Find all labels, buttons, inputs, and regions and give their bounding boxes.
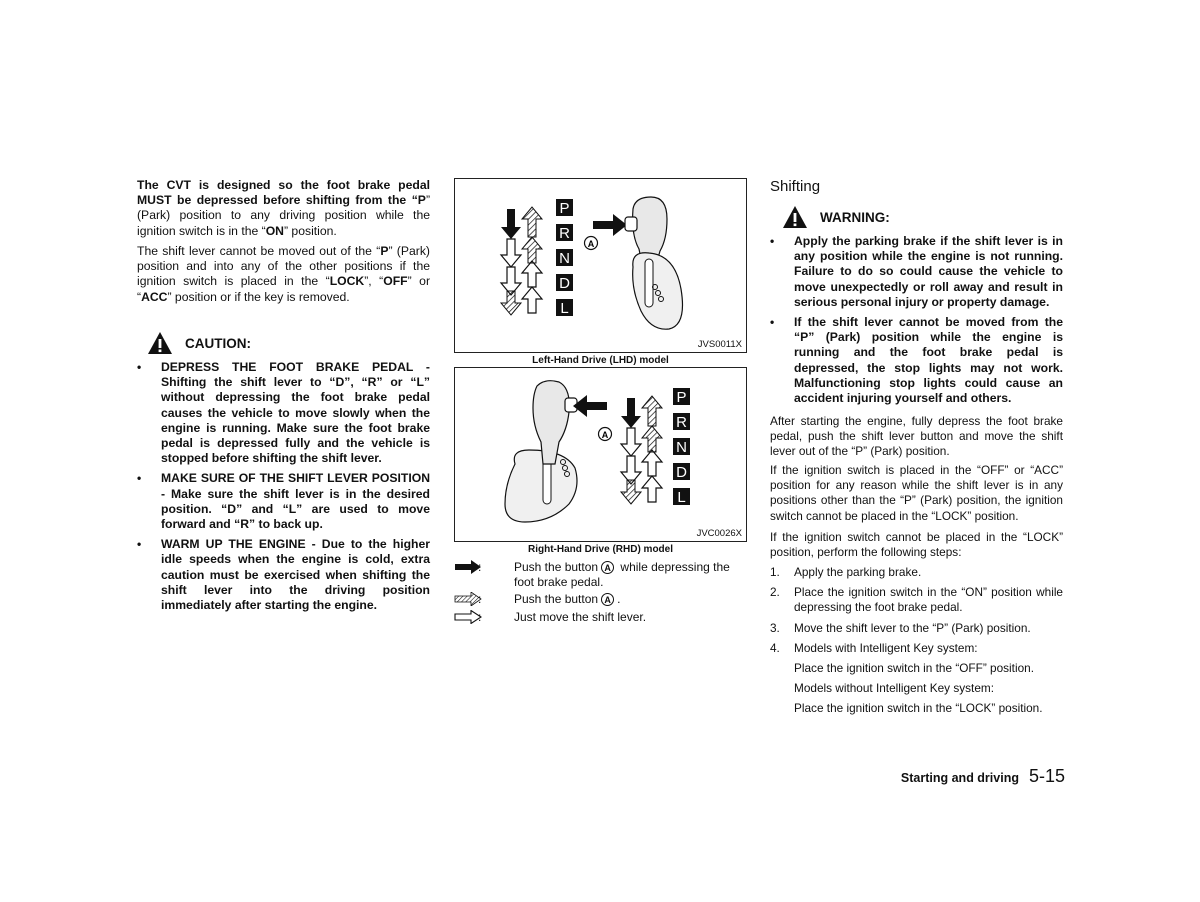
step-item: 1. Apply the parking brake. <box>770 565 922 579</box>
steps-intro: If the ignition switch cannot be placed in the “LOCK” position, perform the following steps: <box>770 530 1063 560</box>
gear-label-n: N <box>559 250 570 267</box>
caution-heading: CAUTION: <box>147 331 251 355</box>
shift-out-of-park-text: After starting the engine, fully depress the foot brake pedal, push the shift lever button and move the shift lever out of the “P” (Park) position. <box>770 414 1063 459</box>
rhd-shift-diagram <box>454 367 747 542</box>
warning-item: • Apply the parking brake if the shift lever is in any position while the engine is not running. Failure to do so could cause the vehicle to move unexpectedly or roll away and result in serious personal injury or property damage. <box>770 234 1063 310</box>
gear-label-d: D <box>676 464 687 481</box>
gear-label-l: L <box>677 489 686 506</box>
svg-text:A: A <box>601 430 609 440</box>
button-a-marker: A <box>601 561 614 574</box>
warning-heading: WARNING: <box>782 205 890 229</box>
rhd-caption: Right-Hand Drive (RHD) model <box>528 544 673 555</box>
step-item: 2. Place the ignition switch in the “ON” position while depressing the foot brake pedal. <box>770 585 1063 615</box>
step-item: 3. Move the shift lever to the “P” (Park) position. <box>770 620 1031 635</box>
ignition-lock-text: If the ignition switch is placed in the “OFF” or “ACC” position for any reason while the shift lever is in any positions other than the “P” (Park) position, the ignition switch cannot be placed in the “LOCK” position. <box>770 463 1063 523</box>
gear-label-p: P <box>676 389 687 406</box>
shift-lock-note: The shift lever cannot be moved out of the “P” (Park) position and into any of the other positions if the ignition switch is placed in the “LOCK”, “OFF” or “ACC” position or if the key is removed. <box>137 244 431 304</box>
step-sub-line: Place the ignition switch in the “LOCK” position. <box>794 701 1043 716</box>
section-heading: Shifting <box>770 178 821 195</box>
page-number: 5-15 <box>1028 766 1065 786</box>
step-sub-line: Place the ignition switch in the “OFF” position. <box>794 661 1034 676</box>
step-item: 4. Models with Intelligent Key system: <box>770 640 978 655</box>
gear-label-r: R <box>676 414 687 431</box>
warning-triangle-icon <box>782 205 808 229</box>
figure-code: JVC0026X <box>696 528 742 539</box>
warning-item: • If the shift lever cannot be moved from the “P” (Park) position while the engine is running and the foot brake pedal is depressed, the stop lights may not work. Malfunctioning stop lights could cause an accident injuring yourself and others. <box>770 315 1063 406</box>
caution-item: • DEPRESS THE FOOT BRAKE PEDAL - Shifting the shift lever to “D”, “R” or “L” without depressing the foot brake pedal causes the vehicle to move slowly when the engine is running. Make sure the foot brake pedal is depressed fully and the vehicle is stopped before shifting the shift lever. <box>137 360 430 466</box>
page-footer <box>870 766 1065 787</box>
warning-list <box>770 234 1063 406</box>
gear-label-n: N <box>676 439 687 456</box>
gear-label-r: R <box>559 225 570 242</box>
cvt-brake-note: The CVT is designed so the foot brake pedal MUST be depressed before shifting from the “P” (Park) position to any driving position while the ignition switch is in the “ON” position. <box>137 178 430 238</box>
figure-code: JVS0011X <box>697 339 742 350</box>
gear-label-d: D <box>559 275 570 292</box>
caution-list <box>137 360 430 613</box>
svg-text:A: A <box>587 239 595 249</box>
step-sub-line: Models without Intelligent Key system: <box>794 681 994 696</box>
button-a-marker: A <box>601 593 614 606</box>
lhd-caption: Left-Hand Drive (LHD) model <box>532 355 669 366</box>
rhd-shift-illustration <box>455 368 746 541</box>
gear-label-l: L <box>560 300 569 317</box>
steps-list <box>770 565 1063 717</box>
caution-item: • WARM UP THE ENGINE - Due to the higher idle speeds when the engine is cold, extra caution must be exercised when shifting the shift lever into the driving position immediately after starting the engine. <box>137 537 430 613</box>
lhd-shift-diagram <box>454 178 747 353</box>
caution-item: • MAKE SURE OF THE SHIFT LEVER POSITION - Make sure the shift lever is in the desired position. “D” and “L” are used to move forward and “R” to back up. <box>137 471 430 532</box>
gear-label-p: P <box>559 200 570 217</box>
lhd-shift-illustration <box>455 179 746 352</box>
section-title: Starting and driving <box>900 771 1019 785</box>
caution-triangle-icon <box>147 331 173 355</box>
